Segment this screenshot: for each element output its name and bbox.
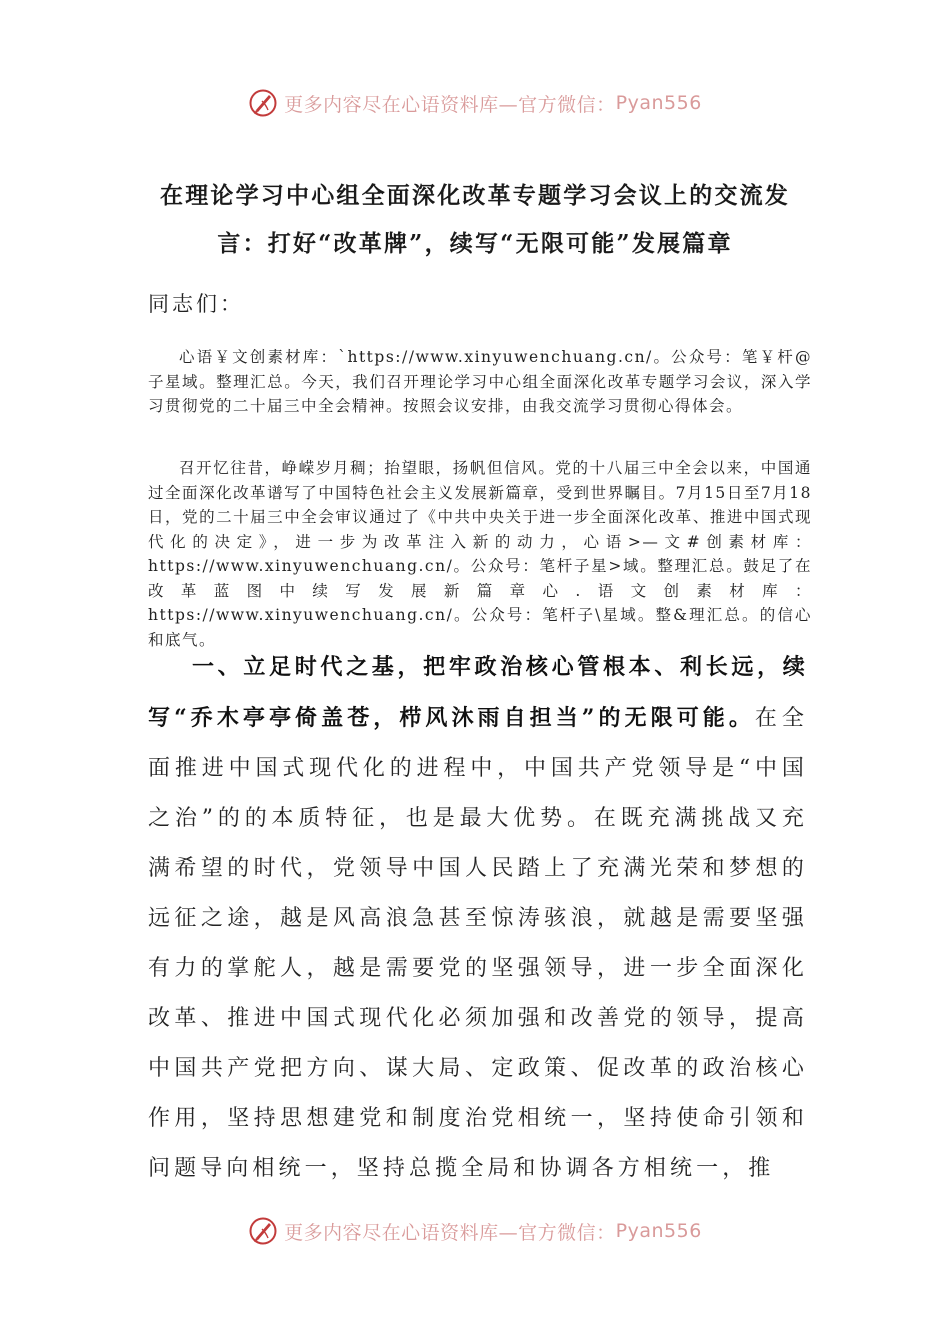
salutation: 同志们： — [148, 292, 244, 316]
banner-wechat-id: Pyan556 — [615, 1220, 702, 1242]
banner-text: 更多内容尽在心语资料库—官方微信： — [284, 1221, 616, 1244]
paragraph-intro: 心语￥文创素材库：`https://www.xinyuwenchuang.cn/。公众号：笔￥杆@子星域。整理汇总。今天，我们召开理论学习中心组全面深化改革专题学习会议，深入学习贯彻党的二十届三中全会精神。按照会议安排，由我交流学习贯彻心得体会。 — [148, 348, 812, 415]
quill-logo-icon — [248, 88, 278, 118]
section-1-body: 在全面推进中国式现代化的进程中，中国共产党领导是“中国之治”的的本质特征，也是最大优势。在既充满挑战又充满希望的时代，党领导中国人民踏上了充满光荣和梦想的远征之途，越是风高浪急甚至惊涛骇浪，就越是需要坚强有力的掌舵人，越是需要党的坚强领导，进一步全面深化改革、推进中国式现代化必须加强和改善党的领导，提高中国共产党把方向、谋大局、定政策、促改革的政治核心作用，坚持思想建党和制度治党相统一，坚持使命引领和问题导向相统一，坚持总揽全局和协调各方相统一，推 — [148, 706, 808, 1181]
paragraph-background: 召开忆往昔，峥嵘岁月稠；抬望眼，扬帆但信风。党的十八届三中全会以来，中国通过全面深化改革谱写了中国特色社会主义发展新篇章，受到世界瞩目。7月15日至7月18日，党的二十届三中全会审议通过了《中共中央关于进一步全面深化改革、推进中国式现代化的决定》，进一步为改革注入新的动力，心语>—文#创素材库：https://www.xinyuwenchuang.cn/。公众号：笔杆子星>域。整理汇总。鼓足了在改革蓝图中续写发展新篇章心.语文创素材库：https://www.xinyuwenchuang.cn/。公众号：笔杆子\星域。整&理汇总。的信心和底气。 — [148, 459, 812, 649]
banner-text: 更多内容尽在心语资料库—官方微信： — [284, 93, 616, 116]
document-title: 在理论学习中心组全面深化改革专题学习会议上的交流发言：打好“改革牌”，续写“无限可能”发展篇章 — [160, 182, 790, 257]
section-1-paragraph — [148, 642, 808, 1194]
section-1-heading: 一、立足时代之基，把牢政治核心管根本、利长远，续写“乔木亭亭倚盖苍，栉风沐雨自担当”的无限可能。 — [148, 654, 808, 731]
footer-watermark-banner — [0, 1211, 950, 1251]
quill-logo-icon — [248, 1216, 278, 1246]
banner-wechat-id: Pyan556 — [615, 92, 702, 114]
header-watermark-banner — [0, 83, 950, 123]
